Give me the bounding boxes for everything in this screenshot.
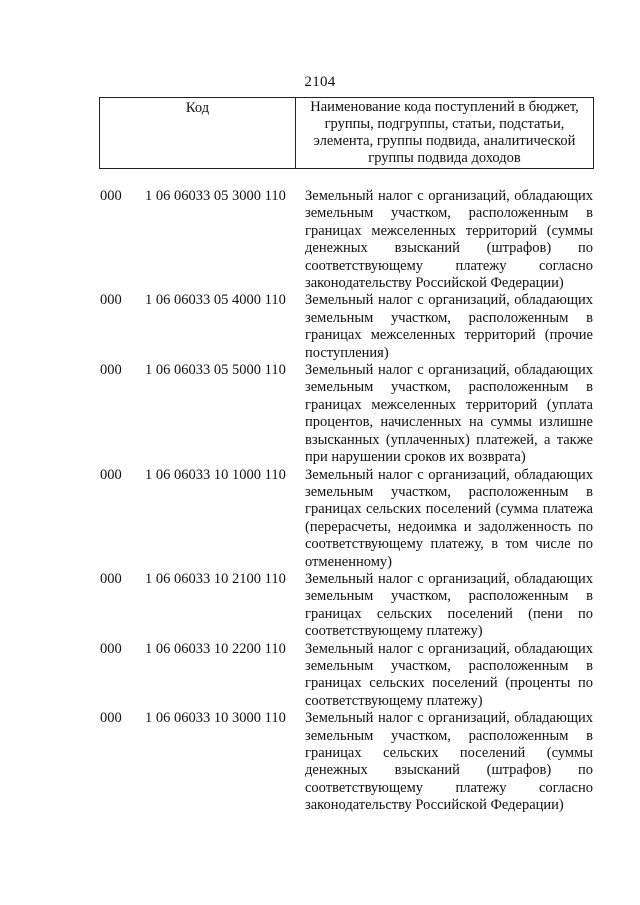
table-row <box>0 641 640 711</box>
description-line: денежных взысканий (штрафов) по <box>305 762 593 779</box>
budget-classification-code: 1 06 06033 10 3000 110 <box>145 710 286 727</box>
description-line: взысканных (уплаченных) платежей, а также <box>305 431 593 448</box>
income-description <box>305 641 593 711</box>
admin-code: 000 <box>100 188 122 204</box>
admin-code: 000 <box>100 292 122 309</box>
table-row <box>0 467 640 571</box>
description-line: (перерасчеты, недоимка и задолженность по <box>305 518 593 535</box>
header-name-line: группы, подгруппы, статьи, подстатьи, <box>324 116 565 132</box>
description-line: земельным участком, расположенным в <box>305 588 593 605</box>
description-line: Земельный налог с организаций, обладающих <box>305 188 593 204</box>
description-line: границах сельских поселений (проценты по <box>305 675 593 692</box>
description-line: земельным участком, расположенным в <box>305 483 593 500</box>
description-line: при нарушении сроков их возврата) <box>305 449 526 466</box>
description-line: границах межселенных территорий (уплата <box>305 396 593 413</box>
description-line: поступления) <box>305 344 389 361</box>
description-line: соответствующему платежу согласно <box>305 779 593 796</box>
income-description <box>305 362 593 466</box>
table-row <box>0 188 640 292</box>
description-line: земельным участком, расположенным в <box>305 205 593 222</box>
admin-code: 000 <box>100 466 122 483</box>
description-line: Земельный налог с организаций, обладающих <box>305 292 593 309</box>
description-line: отмененному) <box>305 553 392 570</box>
budget-classification-code: 1 06 06033 05 3000 110 <box>145 188 286 204</box>
budget-classification-code: 1 06 06033 10 1000 110 <box>145 466 286 483</box>
table-row <box>0 710 640 814</box>
income-description <box>305 571 593 641</box>
budget-classification-code: 1 06 06033 05 5000 110 <box>145 362 286 379</box>
description-line: Земельный налог с организаций, обладающих <box>305 570 593 587</box>
income-description <box>305 292 593 362</box>
table-row <box>0 292 640 362</box>
table-body <box>0 188 640 815</box>
description-line: границах межселенных территорий (суммы <box>305 222 593 239</box>
budget-classification-code: 1 06 06033 05 4000 110 <box>145 292 286 309</box>
description-line: земельным участком, расположенным в <box>305 657 593 674</box>
header-name-line: Наименование кода поступлений в бюджет, <box>310 99 579 115</box>
description-line: границах сельских поселений (суммы <box>305 745 593 761</box>
description-line: Земельный налог с организаций, обладающих <box>305 640 593 657</box>
description-line: законодательству Российской Федерации) <box>305 275 564 292</box>
description-line: земельным участком, расположенным в <box>305 379 593 396</box>
description-line: границах сельских поселений (пени по <box>305 605 593 622</box>
income-description <box>305 188 593 292</box>
description-line: границах межселенных территорий (прочие <box>305 327 593 344</box>
budget-classification-code: 1 06 06033 10 2200 110 <box>145 640 286 657</box>
header-name-line: элемента, группы подвида, аналитической <box>313 133 576 149</box>
admin-code: 000 <box>100 570 122 587</box>
admin-code: 000 <box>100 710 122 727</box>
description-line: Земельный налог с организаций, обладающих <box>305 362 593 379</box>
description-line: соответствующему платежу) <box>305 623 483 640</box>
description-line: денежных взысканий (штрафов) по <box>305 240 593 257</box>
description-line: Земельный налог с организаций, обладающих <box>305 710 593 727</box>
page-number: 2104 <box>304 74 336 90</box>
description-line: законодательству Российской Федерации) <box>305 797 564 814</box>
table-header <box>99 97 594 169</box>
description-line: границах сельских поселений (сумма платежа <box>305 501 593 518</box>
income-description <box>305 710 593 814</box>
header-name-column <box>296 98 593 168</box>
description-line: земельным участком, расположенным в <box>305 309 593 326</box>
description-line: земельным участком, расположенным в <box>305 727 593 744</box>
description-line: процентов, начисленных на суммы излишне <box>305 414 593 431</box>
header-name-line: группы подвида доходов <box>368 150 521 166</box>
table-row <box>0 571 640 641</box>
budget-classification-code: 1 06 06033 10 2100 110 <box>145 570 286 587</box>
header-code-column: Код <box>100 98 296 168</box>
income-description <box>305 467 593 571</box>
admin-code: 000 <box>100 640 122 657</box>
description-line: Земельный налог с организаций, обладающих <box>305 466 593 483</box>
description-line: соответствующему платежу, в том числе по <box>305 536 593 553</box>
description-line: соответствующему платежу согласно <box>305 257 593 274</box>
description-line: соответствующему платежу) <box>305 692 483 709</box>
admin-code: 000 <box>100 362 122 379</box>
table-row <box>0 362 640 466</box>
